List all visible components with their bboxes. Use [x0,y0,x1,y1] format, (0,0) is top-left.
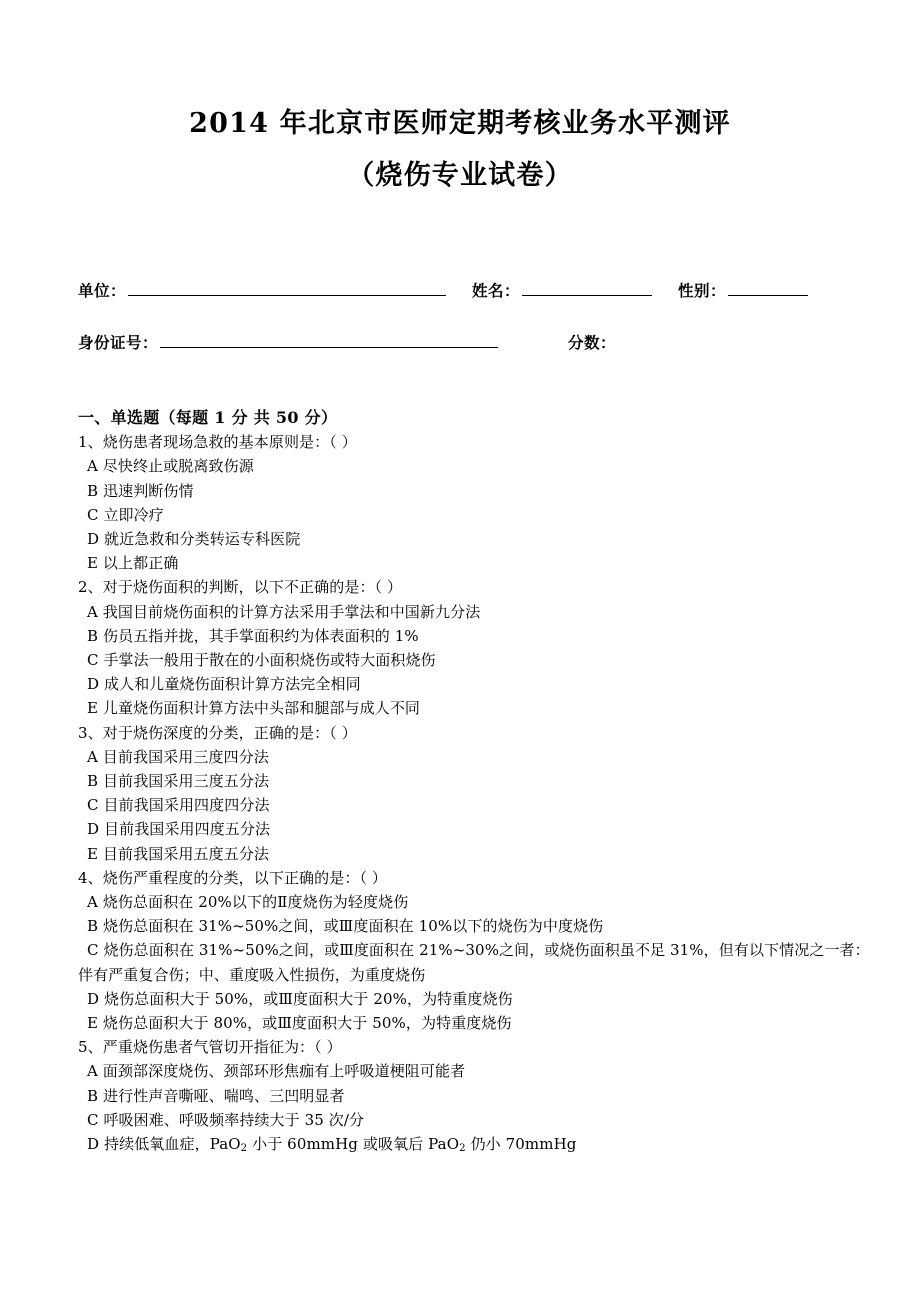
title-block [0,104,920,196]
gender-label: 性别： [678,281,727,300]
question-2 [78,575,868,720]
name-label: 姓名： [472,281,521,300]
question-4-option-c[interactable]: C 烧伤总面积在 31%~50%之间，或Ⅲ度面积在 21%~30%之间，或烧伤面积虽不足 31%，但有以下情况之一者： [87,941,870,960]
id-number-label: 身份证号： [78,333,159,352]
question-1-option-a[interactable]: A 尽快终止或脱离致伤源 [87,457,254,476]
name-input[interactable] [522,280,652,296]
question-3-option-c[interactable]: C 目前我国采用四度四分法 [87,796,270,815]
field-id-number [78,331,498,353]
field-score [568,331,618,353]
page-subtitle: （烧伤专业试卷） [347,160,573,191]
question-4 [78,866,868,1035]
q5-d-post: 仍小 70mmHg [465,1135,577,1154]
unit-label: 单位： [78,281,127,300]
question-2-option-c[interactable]: C 手掌法一般用于散在的小面积烧伤或特大面积烧伤 [87,651,436,670]
exam-header-form [0,279,920,359]
q5-d-pre: D 持续低氧血症，PaO [87,1135,241,1154]
question-2-option-e[interactable]: E 儿童烧伤面积计算方法中头部和腿部与成人不同 [87,699,421,718]
field-gender [678,279,808,301]
question-4-option-c-continuation: 伴有严重复合伤；中、重度吸入性损伤，为重度烧伤 [78,965,426,984]
unit-input[interactable] [128,280,446,296]
question-5-option-a[interactable]: A 面颈部深度烧伤、颈部环形焦痂有上呼吸道梗阻可能者 [87,1062,466,1081]
question-5-option-d[interactable] [78,1132,868,1161]
gender-input[interactable] [728,280,808,296]
question-2-option-b[interactable]: B 伤员五指并拢，其手掌面积约为体表面积的 1% [87,626,419,645]
page-title: 2014 年北京市医师定期考核业务水平测评 [189,108,731,139]
question-4-option-d[interactable]: D 烧伤总面积大于 50%，或Ⅲ度面积大于 20%，为特重度烧伤 [87,989,513,1008]
question-5 [78,1035,868,1161]
question-1 [78,430,868,575]
question-5-stem: 5、严重烧伤患者气管切开指征为：（ ） [78,1038,342,1057]
question-1-option-d[interactable]: D 就近急救和分类转运专科医院 [87,530,301,549]
question-5-option-c[interactable]: C 呼吸困难、呼吸频率持续大于 35 次/分 [87,1110,365,1129]
question-5-option-b[interactable]: B 进行性声音嘶哑、喘鸣、三凹明显者 [87,1086,345,1105]
form-row-identity [0,279,920,307]
question-body [78,406,868,1162]
question-3-option-e[interactable]: E 目前我国采用五度五分法 [87,844,270,863]
field-name [472,279,652,301]
question-3-option-b[interactable]: B 目前我国采用三度五分法 [87,772,270,791]
id-number-input[interactable] [160,332,498,348]
q5-d-sub2: 2 [459,1143,466,1155]
q5-d-mid: 小于 60mmHg 或吸氧后 PaO [247,1135,460,1154]
question-1-option-e[interactable]: E 以上都正确 [87,554,179,573]
section-heading-single-choice: 一、单选题（每题 1 分 共 50 分） [78,408,338,427]
question-4-option-e[interactable]: E 烧伤总面积大于 80%，或Ⅲ度面积大于 50%，为特重度烧伤 [87,1014,512,1033]
question-2-option-a[interactable]: A 我国目前烧伤面积的计算方法采用手掌法和中国新九分法 [87,602,481,621]
question-4-option-b[interactable]: B 烧伤总面积在 31%~50%之间，或Ⅲ度面积在 10%以下的烧伤为中度烧伤 [87,917,604,936]
question-1-stem: 1、烧伤患者现场急救的基本原则是：（ ） [78,433,357,452]
question-3-option-d[interactable]: D 目前我国采用四度五分法 [87,820,271,839]
question-3-option-a[interactable]: A 目前我国采用三度四分法 [87,747,269,766]
question-3 [78,721,868,866]
question-2-option-d[interactable]: D 成人和儿童烧伤面积计算方法完全相同 [87,675,361,694]
question-1-option-b[interactable]: B 迅速判断伤情 [87,481,194,500]
question-3-stem: 3、对于烧伤深度的分类，正确的是：（ ） [78,723,357,742]
form-row-id-score [0,331,920,359]
question-1-option-c[interactable]: C 立即冷疗 [87,505,164,524]
question-2-stem: 2、对于烧伤面积的判断，以下不正确的是：（ ） [78,578,403,597]
question-4-stem: 4、烧伤严重程度的分类，以下正确的是：（ ） [78,868,388,887]
field-unit [78,279,446,301]
q5-d-sub1: 2 [240,1143,248,1155]
score-label: 分数： [568,333,617,352]
question-4-option-a[interactable]: A 烧伤总面积在 20%以下的Ⅱ度烧伤为轻度烧伤 [87,893,409,912]
